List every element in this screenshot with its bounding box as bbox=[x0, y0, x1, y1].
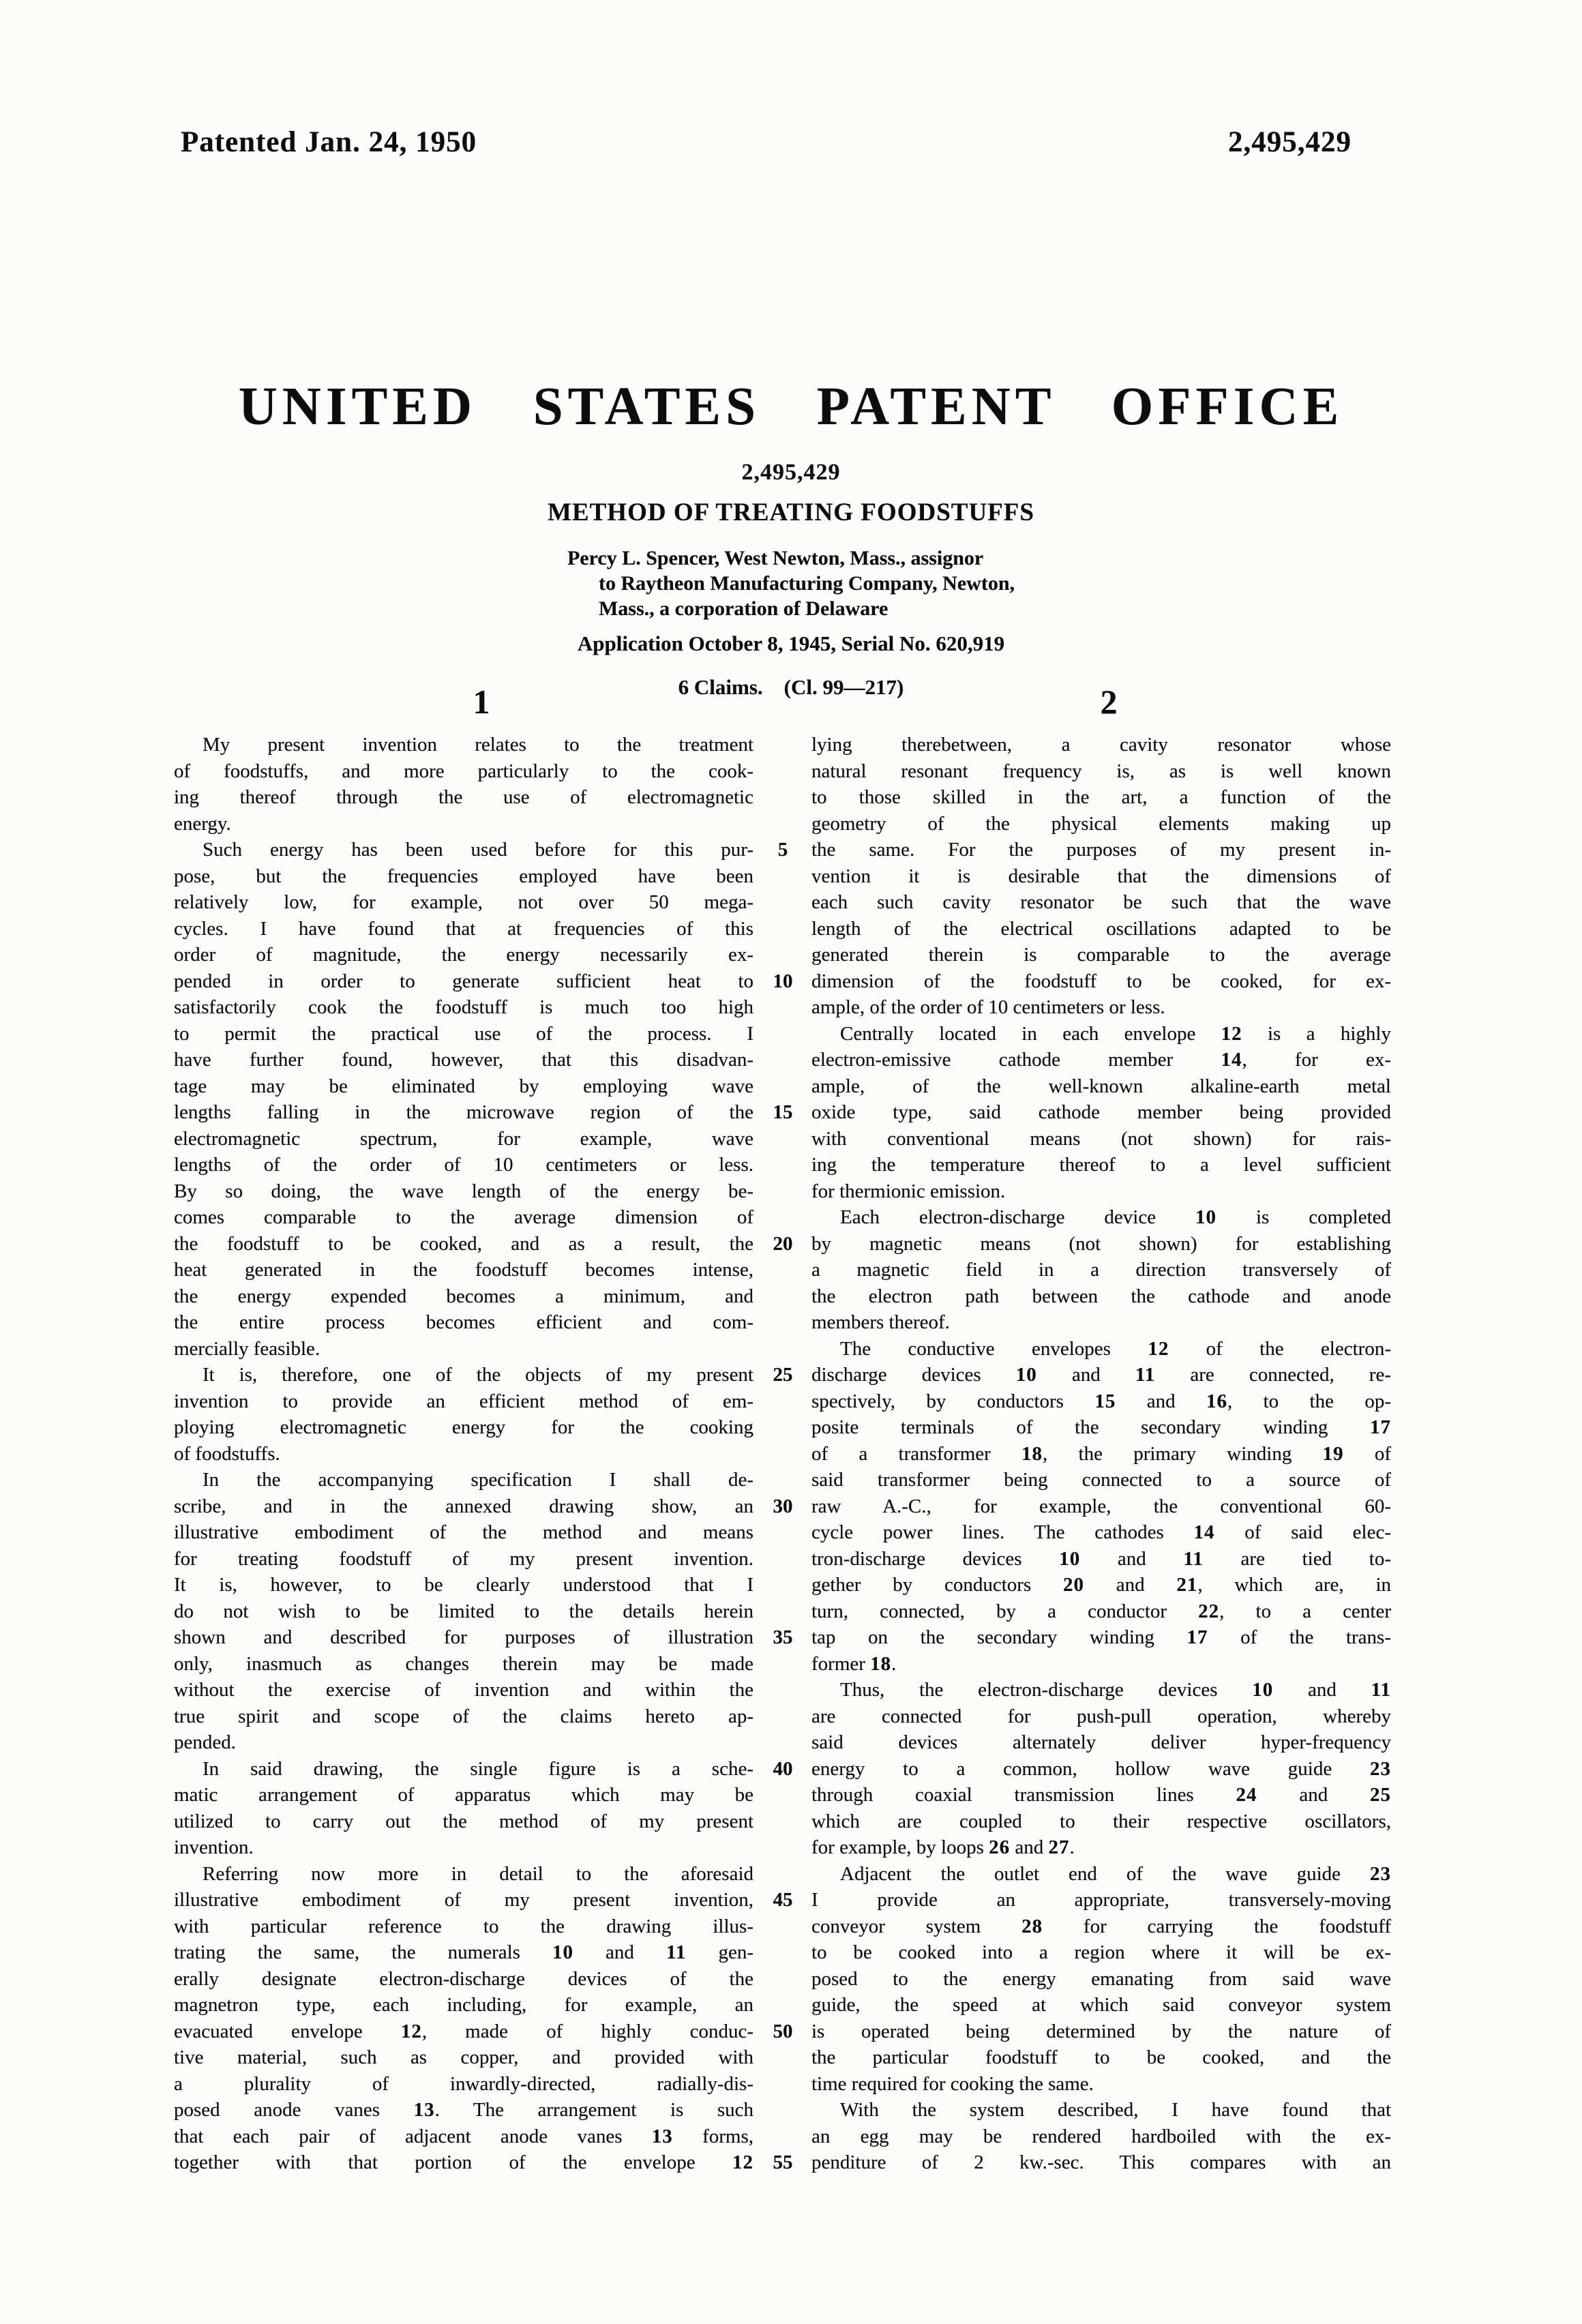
text-line: Centrally located in each envelope 12 is a highly bbox=[840, 1022, 1391, 1045]
text-line: by magnetic means (not shown) for establishing bbox=[811, 1232, 1391, 1255]
paragraph bbox=[174, 1362, 753, 1467]
text-line: oxide type, said cathode member being provided bbox=[811, 1101, 1391, 1123]
text-line: together with that portion of the envelope 12 bbox=[174, 2151, 753, 2173]
text-line: My present invention relates to the treatment bbox=[203, 734, 753, 756]
text-line: Adjacent the outlet end of the wave guide 23 bbox=[840, 1862, 1391, 1885]
text-line: time required for cooking the same. bbox=[811, 2072, 1094, 2095]
text-line: With the system described, I have found that bbox=[840, 2099, 1391, 2121]
text-line: trating the same, the numerals 10 and 11 gen- bbox=[174, 1941, 753, 1963]
text-line: to permit the practical use of the process. I bbox=[174, 1022, 753, 1045]
text-line: discharge devices 10 and 11 are connected, re- bbox=[811, 1364, 1391, 1386]
text-line: true spirit and scope of the claims hereto ap- bbox=[174, 1705, 753, 1727]
text-line: with particular reference to the drawing illus- bbox=[174, 1915, 753, 1937]
text-line: an egg may be rendered hardboiled with the ex- bbox=[811, 2125, 1391, 2147]
line-number: 10 bbox=[773, 970, 793, 992]
text-line: said transformer being connected to a source of bbox=[811, 1469, 1391, 1491]
text-line: Such energy has been used before for this pur- bbox=[203, 839, 753, 861]
text-line: cycles. I have found that at frequencies of this bbox=[174, 917, 753, 940]
text-line: Referring now more in detail to the aforesaid bbox=[203, 1862, 753, 1885]
text-line: conveyor system 28 for carrying the foodstuff bbox=[811, 1915, 1391, 1937]
text-line: raw A.-C., for example, the conventional 60- bbox=[811, 1495, 1391, 1517]
text-line: By so doing, the wave length of the energy be- bbox=[174, 1180, 753, 1202]
text-line: natural resonant frequency is, as is well known bbox=[811, 760, 1391, 782]
line-number: 45 bbox=[773, 1889, 793, 1911]
text-line: members thereof. bbox=[811, 1311, 950, 1333]
text-line: the particular foodstuff to be cooked, and the bbox=[811, 2046, 1391, 2068]
text-line: the same. For the purposes of my present in- bbox=[811, 839, 1391, 861]
text-line: guide, the speed at which said conveyor system bbox=[811, 1994, 1391, 2016]
text-line: former 18. bbox=[811, 1652, 897, 1675]
text-line: lengths falling in the microwave region of the bbox=[174, 1101, 753, 1123]
text-line: tage may be eliminated by employing wave bbox=[174, 1075, 753, 1097]
office-title: UNITED STATES PATENT OFFICE bbox=[238, 377, 1344, 436]
paragraph bbox=[174, 837, 753, 1362]
paragraph bbox=[174, 732, 753, 837]
text-line: erally designate electron-discharge devices of the bbox=[174, 1967, 753, 1990]
text-line: pose, but the frequencies employed have been bbox=[174, 865, 753, 887]
text-line: ing thereof through the use of electromagnetic bbox=[174, 786, 753, 808]
text-line: dimension of the foodstuff to be cooked, for ex- bbox=[811, 970, 1391, 992]
text-line: It is, therefore, one of the objects of my present bbox=[203, 1364, 753, 1386]
text-line: In the accompanying specification I shall de- bbox=[203, 1469, 753, 1491]
text-line: generated therein is comparable to the average bbox=[811, 944, 1391, 966]
line-number: 15 bbox=[773, 1101, 793, 1123]
text-line: tron-discharge devices 10 and 11 are tied to- bbox=[811, 1547, 1392, 1570]
text-line: comes comparable to the average dimension of bbox=[174, 1206, 753, 1228]
paragraph bbox=[811, 1204, 1391, 1336]
text-line: spectively, by conductors 15 and 16, to the op- bbox=[811, 1390, 1391, 1412]
line-number: 35 bbox=[773, 1626, 793, 1648]
text-line: mercially feasible. bbox=[174, 1337, 320, 1360]
paragraph bbox=[811, 1021, 1391, 1205]
paragraph bbox=[174, 1467, 753, 1756]
text-line: the electron path between the cathode and anode bbox=[811, 1285, 1391, 1307]
inventor-block bbox=[567, 546, 1015, 621]
text-line: are connected for push-pull operation, whereby bbox=[811, 1705, 1391, 1727]
text-line: for treating foodstuff of my present invention. bbox=[174, 1547, 753, 1570]
text-line: of a transformer 18, the primary winding 19 of bbox=[811, 1442, 1391, 1465]
text-line: with conventional means (not shown) for rais- bbox=[811, 1127, 1391, 1150]
text-line: order of magnitude, the energy necessarily ex- bbox=[174, 944, 753, 966]
text-line: relatively low, for example, not over 50 mega- bbox=[174, 891, 753, 913]
text-line: cycle power lines. The cathodes 14 of said elec- bbox=[811, 1521, 1392, 1543]
text-line: In said drawing, the single figure is a sche- bbox=[203, 1757, 753, 1780]
text-line: posed anode vanes 13. The arrangement is such bbox=[174, 2099, 753, 2121]
text-line: ing the temperature thereof to a level sufficient bbox=[811, 1154, 1391, 1176]
paragraph bbox=[811, 1336, 1391, 1678]
text-line: penditure of 2 kw.-sec. This compares with an bbox=[811, 2151, 1391, 2173]
paragraph bbox=[811, 2097, 1391, 2176]
text-line: Thus, the electron-discharge devices 10 and 11 bbox=[840, 1679, 1391, 1701]
line-number-gutter bbox=[752, 732, 814, 2184]
text-line: length of the electrical oscillations adapted to be bbox=[811, 917, 1391, 940]
text-line: said devices alternately deliver hyper-frequency bbox=[811, 1731, 1391, 1753]
text-line: heat generated in the foodstuff becomes intense, bbox=[174, 1259, 753, 1281]
text-line: to be cooked into a region where it will be ex- bbox=[811, 1941, 1391, 1963]
text-column-right bbox=[811, 732, 1391, 2176]
text-column-left bbox=[174, 732, 753, 2176]
text-line: magnetron type, each including, for example, an bbox=[174, 1994, 753, 2016]
text-line: is operated being determined by the nature of bbox=[811, 2020, 1391, 2042]
inventor-block-wrap bbox=[0, 546, 1582, 621]
text-line: each such cavity resonator be such that the wave bbox=[811, 891, 1391, 913]
line-number: 40 bbox=[773, 1757, 793, 1780]
text-line: It is, however, to be clearly understood that I bbox=[174, 1574, 753, 1596]
paragraph bbox=[811, 1861, 1391, 2098]
text-line: posed to the energy emanating from said wave bbox=[811, 1967, 1391, 1990]
text-line: the entire process becomes efficient and com- bbox=[174, 1311, 753, 1333]
text-line: energy to a common, hollow wave guide 23 bbox=[811, 1757, 1391, 1780]
text-line: Each electron-discharge device 10 is completed bbox=[840, 1206, 1391, 1228]
page-header bbox=[181, 125, 1352, 159]
text-line: without the exercise of invention and within the bbox=[174, 1679, 753, 1701]
text-line: tap on the secondary winding 17 of the trans- bbox=[811, 1626, 1391, 1648]
text-line: tive material, such as copper, and provided with bbox=[174, 2046, 753, 2068]
text-line: evacuated envelope 12, made of highly conduc- bbox=[174, 2020, 753, 2042]
text-line: of foodstuffs, and more particularly to the cook- bbox=[174, 760, 753, 782]
text-line: for thermionic emission. bbox=[811, 1180, 1006, 1202]
invention-title: METHOD OF TREATING FOODSTUFFS bbox=[548, 498, 1034, 526]
paragraph bbox=[174, 1756, 753, 1861]
text-line: the energy expended becomes a minimum, and bbox=[174, 1285, 753, 1307]
text-line: only, inasmuch as changes therein may be made bbox=[174, 1652, 753, 1675]
text-line: a plurality of inwardly-directed, radially-dis- bbox=[174, 2072, 753, 2095]
text-line: scribe, and in the annexed drawing show, an bbox=[174, 1495, 753, 1517]
text-line: utilized to carry out the method of my present bbox=[174, 1810, 753, 1832]
patented-date: Patented Jan. 24, 1950 bbox=[181, 126, 477, 158]
text-line: invention. bbox=[174, 1836, 254, 1858]
text-line: of foodstuffs. bbox=[174, 1442, 280, 1465]
paragraph bbox=[811, 1677, 1391, 1861]
text-line: electron-emissive cathode member 14, for ex- bbox=[811, 1049, 1392, 1071]
text-line: the foodstuff to be cooked, and as a result, the bbox=[174, 1232, 753, 1255]
patent-number-header: 2,495,429 bbox=[1228, 126, 1352, 158]
text-line: invention to provide an efficient method of em- bbox=[174, 1390, 753, 1412]
claims-line: 6 Claims. (Cl. 99—217) bbox=[678, 675, 904, 699]
text-line: geometry of the physical elements making up bbox=[811, 812, 1391, 835]
text-line: The conductive envelopes 12 of the electron- bbox=[840, 1337, 1391, 1360]
text-line: electromagnetic spectrum, for example, wave bbox=[174, 1127, 753, 1150]
text-line: matic arrangement of apparatus which may be bbox=[174, 1784, 753, 1806]
text-line: do not wish to be limited to the details herein bbox=[174, 1600, 753, 1622]
text-line: vention it is desirable that the dimensions of bbox=[811, 865, 1391, 887]
text-line: illustrative embodiment of the method and means bbox=[174, 1521, 753, 1543]
text-line: shown and described for purposes of illustration bbox=[174, 1626, 753, 1648]
text-line: satisfactorily cook the foodstuff is much too high bbox=[174, 996, 753, 1018]
text-line: illustrative embodiment of my present invention, bbox=[174, 1889, 753, 1911]
text-line: ample, of the well-known alkaline-earth metal bbox=[811, 1075, 1391, 1097]
paragraph bbox=[811, 732, 1391, 1021]
text-line: that each pair of adjacent anode vanes 13 forms, bbox=[174, 2125, 753, 2147]
column-1-number: 1 bbox=[473, 683, 490, 721]
text-line: I provide an appropriate, transversely-moving bbox=[811, 1889, 1391, 1911]
text-line: pended in order to generate sufficient heat to bbox=[174, 970, 753, 992]
text-line: lengths of the order of 10 centimeters or less. bbox=[174, 1154, 753, 1176]
patent-number: 2,495,429 bbox=[741, 460, 841, 485]
text-line: through coaxial transmission lines 24 and 25 bbox=[811, 1784, 1391, 1806]
line-number: 25 bbox=[773, 1364, 793, 1386]
inventor-line: to Raytheon Manufacturing Company, Newton, bbox=[598, 572, 1015, 595]
line-number: 20 bbox=[773, 1232, 793, 1255]
text-line: ploying electromagnetic energy for the cooking bbox=[174, 1416, 753, 1438]
text-line: pended. bbox=[174, 1731, 236, 1753]
text-line: for example, by loops 26 and 27. bbox=[811, 1836, 1075, 1858]
inventor-line: Mass., a corporation of Delaware bbox=[598, 597, 889, 620]
column-2-number: 2 bbox=[1100, 683, 1118, 721]
application-line: Application October 8, 1945, Serial No. 620,919 bbox=[577, 631, 1005, 655]
text-line: to those skilled in the art, a function of the bbox=[811, 786, 1391, 808]
text-line: posite terminals of the secondary winding 17 bbox=[811, 1416, 1391, 1438]
line-number: 55 bbox=[773, 2151, 793, 2173]
text-line: gether by conductors 20 and 21, which are, in bbox=[811, 1574, 1391, 1596]
paragraph bbox=[174, 1861, 753, 2176]
text-line: lying therebetween, a cavity resonator whose bbox=[811, 734, 1391, 756]
text-line: ample, of the order of 10 centimeters or less. bbox=[811, 996, 1165, 1018]
line-number: 50 bbox=[773, 2020, 793, 2042]
line-number: 5 bbox=[777, 839, 788, 861]
inventor-line: Percy L. Spencer, West Newton, Mass., assignor bbox=[567, 547, 984, 569]
text-line: have further found, however, that this disadvan- bbox=[174, 1049, 753, 1071]
text-line: which are coupled to their respective oscillators, bbox=[811, 1810, 1391, 1832]
text-line: a magnetic field in a direction transversely of bbox=[811, 1259, 1391, 1281]
text-line: turn, connected, by a conductor 22, to a center bbox=[811, 1600, 1391, 1622]
line-number: 30 bbox=[773, 1495, 793, 1517]
text-line: energy. bbox=[174, 812, 231, 835]
